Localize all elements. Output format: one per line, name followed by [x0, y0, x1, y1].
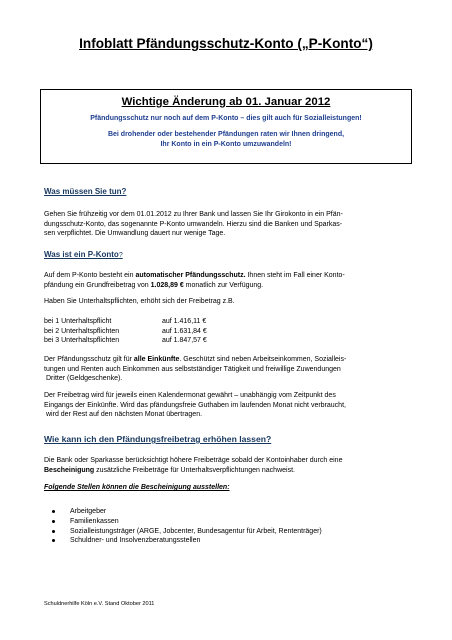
notice-line-2b: Ihr Konto in ein P-Konto umzuwandeln!	[160, 141, 292, 148]
section-2-paragraph-3: Der Pfändungsschutz gilt für alle Einkünfte. Geschützt sind neben Arbeitseinkommen, Sozialleis- tungen und Renten auch Einkommen aus selbstständiger Tätigkeit und freiwillige Zuwendungen Dritter (Geldgeschenke).	[44, 356, 347, 383]
bullet-icon	[52, 539, 55, 542]
paragraph-line: sen verpflichtet. Die Umwandlung dauert nur wenige Tage.	[44, 230, 226, 238]
notice-heading: Wichtige Änderung ab 01. Januar 2012	[121, 96, 331, 108]
issuers-list	[50, 507, 322, 546]
list-item: Arbeitgeber	[50, 507, 322, 517]
section-heading-what-to-do: Was müssen Sie tun?	[44, 187, 127, 196]
section-2-paragraph-4: Der Freibetrag wird für jeweils einen Kalendermonat gewährt – unabhängig vom Zeitpunkt des Eingangs der Einkünfte. Wird das pfändungsfreie Guthaben im laufenden Monat nicht verbraucht, wird der Rest auf den nächsten Monat übertragen.	[44, 392, 346, 419]
list-item: Sozialleistungsträger (ARGE, Jobcenter, Bundesagentur für Arbeit, Rententräger)	[50, 527, 322, 537]
section-heading-what-is-pkonto: Was ist ein P-Konto?	[44, 250, 123, 259]
footer-note: Schuldnerhilfe Köln e.V. Stand Oktober 2011	[44, 601, 155, 607]
table-row: bei 1 Unterhaltspflicht auf 1.416,11 €	[44, 318, 207, 325]
paragraph-line: dungsschutz-Konto, das sogenannte P-Konto umwandeln. Hierzu sind die Banken und Sparkas-	[44, 220, 343, 228]
paragraph-line: Gehen Sie frühzeitig vor dem 01.01.2012 zu Ihrer Bank und lassen Sie Ihr Girokonto in ein Pfän-	[44, 211, 343, 218]
list-item: Schuldner- und Insolvenzberatungsstellen	[50, 536, 322, 546]
section-heading-increase-allowance: Wie kann ich den Pfändungsfreibetrag erhöhen lassen?	[44, 434, 272, 444]
section-3-paragraph: Die Bank oder Sparkasse berücksichtigt höhere Freibeträge sobald der Kontoinhaber durch eine Bescheinigung zusätzliche Freibeträge für Unterhaltsverpflichtungen nachweist.	[44, 457, 343, 474]
table-row: bei 3 Unterhaltspflichten auf 1.847,57 €	[44, 337, 207, 345]
issuers-subheading: Folgende Stellen können die Bescheinigung ausstellen:	[44, 484, 230, 491]
notice-line-2	[41, 130, 411, 150]
notice-line-1: Pfändungsschutz nur noch auf dem P-Konto – dies gilt auch für Sozialleistungen!	[90, 115, 362, 122]
bullet-icon	[52, 510, 55, 513]
section-2-paragraph-2: Haben Sie Unterhaltspflichten, erhöht sich der Freibetrag z.B.	[44, 298, 235, 305]
bullet-icon	[52, 530, 55, 533]
table-row: bei 2 Unterhaltspflichten auf 1.631,84 €	[44, 327, 207, 335]
important-notice-box	[40, 89, 412, 164]
section-2-paragraph-1: Auf dem P-Konto besteht ein automatischer Pfändungsschutz. Ihnen steht im Fall einer Konto- pfändung ein Grundfreibetrag von 1.028,89 € monatlich zur Verfügung.	[44, 272, 345, 289]
section-1-paragraph	[44, 210, 410, 239]
list-item: Familienkassen	[50, 517, 322, 527]
notice-line-2a: Bei drohender oder bestehender Pfändungen raten wir Ihnen dringend,	[107, 131, 345, 138]
allowance-table	[44, 317, 207, 346]
bullet-icon	[52, 520, 55, 523]
page-title: Infoblatt Pfändungsschutz-Konto („P-Konto“)	[79, 36, 373, 51]
